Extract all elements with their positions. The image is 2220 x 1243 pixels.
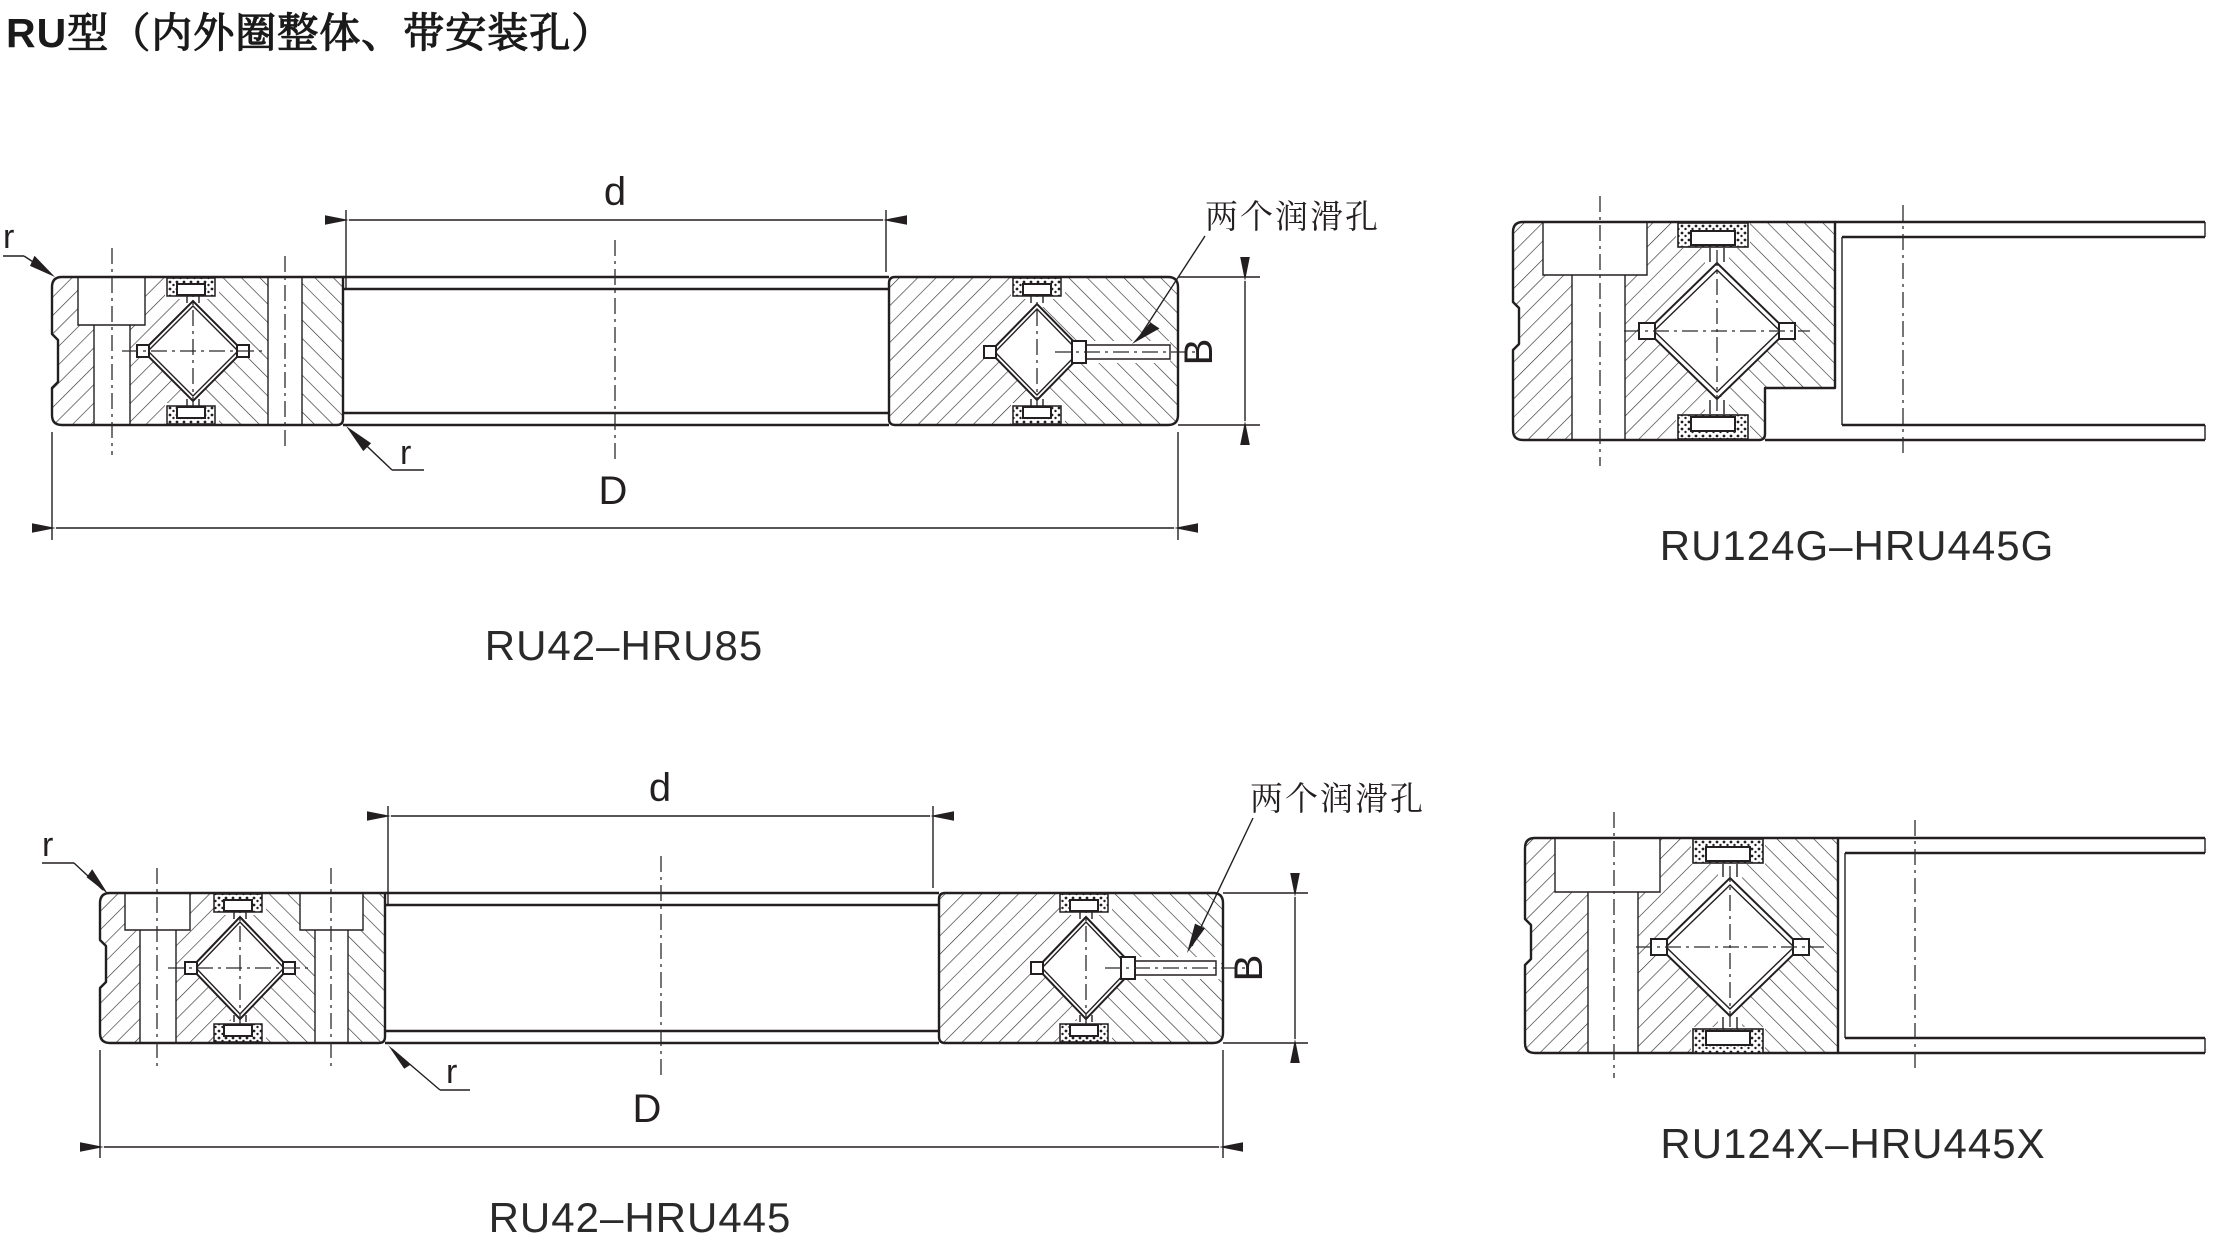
fillet-callout-top (42, 826, 108, 894)
dimension-B (1177, 277, 1260, 425)
right-ring-section (939, 893, 1248, 1043)
diagram-ru124g-hru445g (1513, 196, 2205, 569)
dim-label-d: d (603, 170, 627, 214)
seal-bottom (214, 1024, 262, 1042)
diagram-ru42-hru85 (3, 170, 1380, 669)
diagram-ru42-hru445 (42, 766, 1425, 1241)
dim-label-B: B (1177, 338, 1221, 366)
model-label-ru42-hru445: RU42–HRU445 (488, 1194, 792, 1241)
seal-top (1678, 223, 1748, 247)
dim-label-B: B (1227, 954, 1271, 982)
seal-top (1013, 278, 1061, 296)
seal-top (1693, 839, 1763, 863)
right-ring-section (889, 277, 1200, 425)
seal-bottom (1693, 1029, 1763, 1053)
lube-callout-text: 两个润滑孔 (1205, 198, 1380, 235)
page-title: RU型（内外圈整体、带安装孔） (6, 10, 614, 56)
model-label-ru42-hru85: RU42–HRU85 (484, 622, 764, 669)
dimension-d (346, 170, 886, 290)
seal-top (214, 894, 262, 912)
bore-region (385, 856, 939, 1078)
dim-label-D: D (598, 469, 628, 513)
seal-bottom (1013, 406, 1061, 424)
left-ring-section (52, 248, 343, 455)
dimension-B (1223, 893, 1308, 1043)
lube-callout-text: 两个润滑孔 (1250, 780, 1425, 817)
dim-label-D: D (632, 1087, 662, 1131)
r-label: r (42, 826, 54, 864)
r-label: r (446, 1053, 458, 1091)
bore-lines (1838, 820, 2205, 1072)
dim-label-d: d (648, 766, 672, 810)
r-label: r (400, 434, 412, 472)
seal-top (167, 278, 215, 296)
diagram-ru124x-hru445x (1525, 812, 2205, 1167)
seal-bottom (1060, 1024, 1108, 1042)
bore-region (343, 240, 889, 462)
r-label: r (3, 218, 15, 256)
fillet-callout-inner (388, 1045, 470, 1091)
seal-bottom (167, 406, 215, 424)
fillet-callout-top (3, 218, 55, 277)
seal-top (1060, 894, 1108, 912)
fillet-callout-inner (346, 426, 424, 472)
model-label-ru124x-hru445x: RU124X–HRU445X (1660, 1120, 2046, 1167)
left-ring-section (100, 868, 385, 1068)
model-label-ru124g-hru445g: RU124G–HRU445G (1659, 522, 2055, 569)
seal-bottom (1678, 415, 1748, 439)
